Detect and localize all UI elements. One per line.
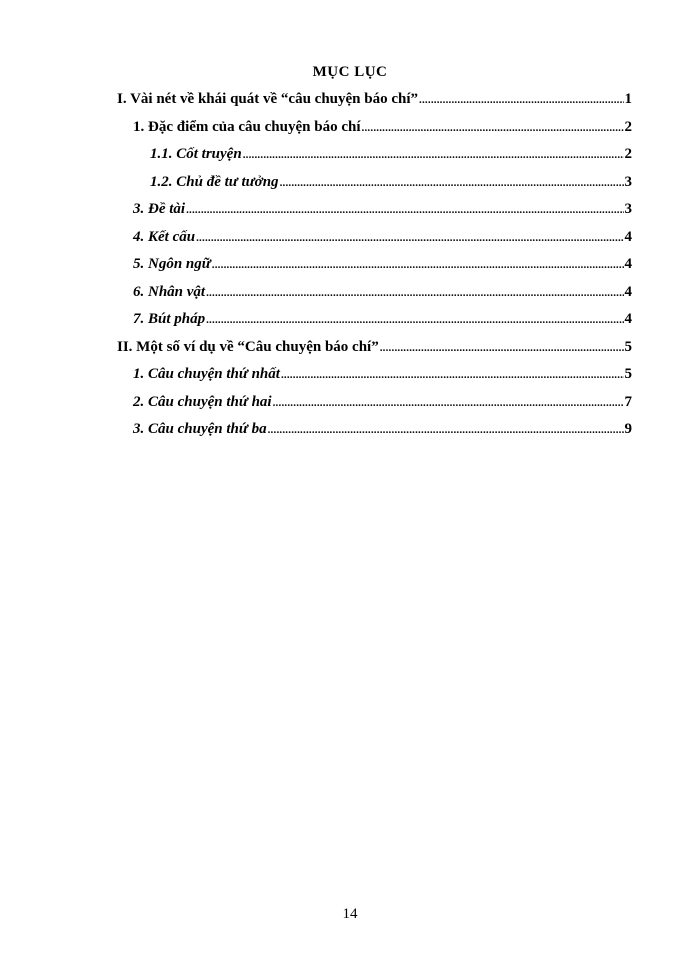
toc-entry-6: [0, 229, 632, 257]
toc-list: [0, 91, 700, 449]
toc-leader-dots: [206, 314, 623, 326]
toc-leader-dots: [281, 369, 624, 381]
toc-leader-dots: [380, 342, 624, 354]
toc-entry-text: 3. Đề tài: [133, 201, 186, 217]
toc-leader-dots: [212, 259, 624, 271]
toc-entry-10: [0, 339, 632, 367]
toc-entry-3: [0, 146, 632, 174]
toc-entry-text: I. Vài nét về khái quát về “câu chuyện báo chí”: [117, 91, 419, 107]
toc-leader-dots: [186, 204, 623, 216]
toc-entry-1: [0, 91, 632, 119]
toc-leader-dots: [273, 397, 624, 409]
toc-entry-11: [0, 366, 632, 394]
toc-entry-page: 4: [624, 311, 632, 327]
toc-entry-page: 5: [624, 338, 632, 355]
toc-entry-text: 1. Đặc điểm của câu chuyện báo chí: [133, 118, 361, 135]
toc-entry-page: 4: [624, 283, 632, 300]
toc-leader-dots: [362, 122, 624, 134]
toc-entry-7: [0, 256, 632, 284]
toc-entry-4: [0, 174, 632, 202]
toc-entry-page: 3: [624, 173, 632, 190]
toc-leader-dots: [419, 94, 623, 106]
toc-entry-8: [0, 284, 632, 312]
toc-leader-dots: [280, 177, 624, 189]
toc-entry-text: 4. Kết cấu: [133, 228, 196, 245]
toc-entry-2: [0, 119, 632, 147]
toc-entry-page: 2: [624, 146, 632, 162]
toc-entry-5: [0, 201, 632, 229]
toc-entry-page: 4: [624, 228, 632, 245]
toc-entry-page: 4: [624, 256, 632, 272]
toc-entry-text: 1. Câu chuyện thứ nhất: [133, 366, 280, 382]
toc-entry-page: 7: [624, 393, 632, 410]
toc-entry-text: 5. Ngôn ngữ: [133, 256, 211, 272]
toc-entry-text: 2. Câu chuyện thứ hai: [133, 393, 272, 410]
toc-entry-page: 1: [624, 91, 632, 107]
toc-title: MỤC LỤC: [312, 64, 388, 80]
toc-entry-page: 3: [624, 201, 632, 217]
toc-entry-text: II. Một số ví dụ về “Câu chuyện báo chí”: [117, 338, 379, 355]
toc-entry-page: 2: [624, 118, 632, 135]
toc-entry-13: [0, 421, 632, 449]
toc-entry-12: [0, 394, 632, 422]
toc-entry-page: 9: [624, 421, 632, 437]
toc-leader-dots: [206, 287, 623, 299]
page-number: 14: [342, 906, 358, 922]
toc-entry-page: 5: [624, 366, 632, 382]
toc-entry-text: 1.1. Cốt truyện: [150, 146, 242, 162]
toc-entry-text: 6. Nhân vật: [133, 283, 206, 300]
toc-entry-text: 3. Câu chuyện thứ ba: [133, 421, 267, 437]
toc-leader-dots: [243, 149, 624, 161]
toc-leader-dots: [196, 232, 623, 244]
toc-leader-dots: [268, 424, 624, 436]
toc-entry-text: 1.2. Chủ đề tư tưởng: [150, 173, 279, 190]
toc-entry-text: 7. Bút pháp: [133, 311, 206, 327]
toc-entry-9: [0, 311, 632, 339]
